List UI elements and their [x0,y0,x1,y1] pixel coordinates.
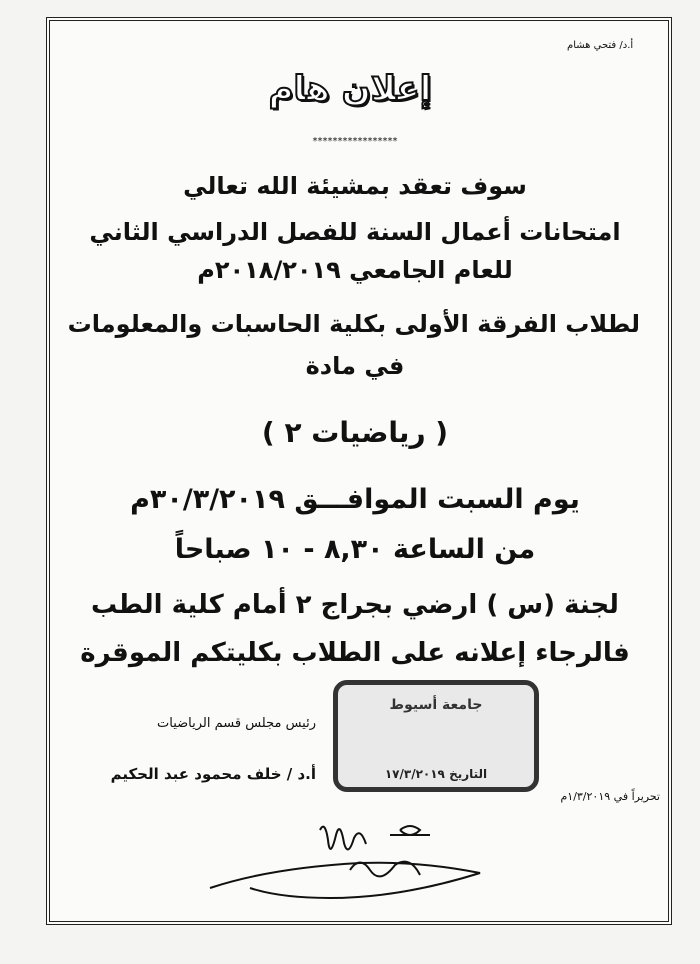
body-line-5: في مادة [305,352,405,380]
date-line: يوم السبت الموافـــق ٣٠/٣/٢٠١٩م [130,484,580,515]
stamp-date: التاريخ ١٧/٣/٢٠١٩ [384,767,488,781]
stamp-text: جامعة أسيوط [389,697,483,713]
handwritten-signature [200,810,500,910]
body-line-4: لطلاب الفرقة الأولى بكلية الحاسبات والمعلومات [67,310,640,338]
body-line-2: امتحانات أعمال السنة للفصل الدراسي الثاني [89,218,621,246]
time-line: من الساعة ٨,٣٠ - ١٠ صباحاً [174,534,536,565]
headline: إعلان هام [268,69,432,109]
signer-title: رئيس مجلس قسم الرياضيات [157,716,316,731]
request-line: فالرجاء إعلانه على الطلاب بكليتكم الموقرة [80,638,630,668]
official-stamp [333,680,539,792]
subject-line: ( رياضيات ٢ ) [261,416,449,449]
written-on-date: تحريراً في ١/٣/٢٠١٩م [560,790,660,803]
separator: ***************** [312,136,398,147]
body-line-1: سوف تعقد بمشيئة الله تعالي [183,172,527,200]
body-line-3: للعام الجامعي ٢٠١٨/٢٠١٩م [197,256,513,284]
signer-name: أ.د / خلف محمود عبد الحكيم [110,765,316,783]
top-name: أ.د/ فتحي هشام [567,40,634,51]
location-line: لجنة (س ) ارضي بجراج ٢ أمام كلية الطب [91,590,619,620]
